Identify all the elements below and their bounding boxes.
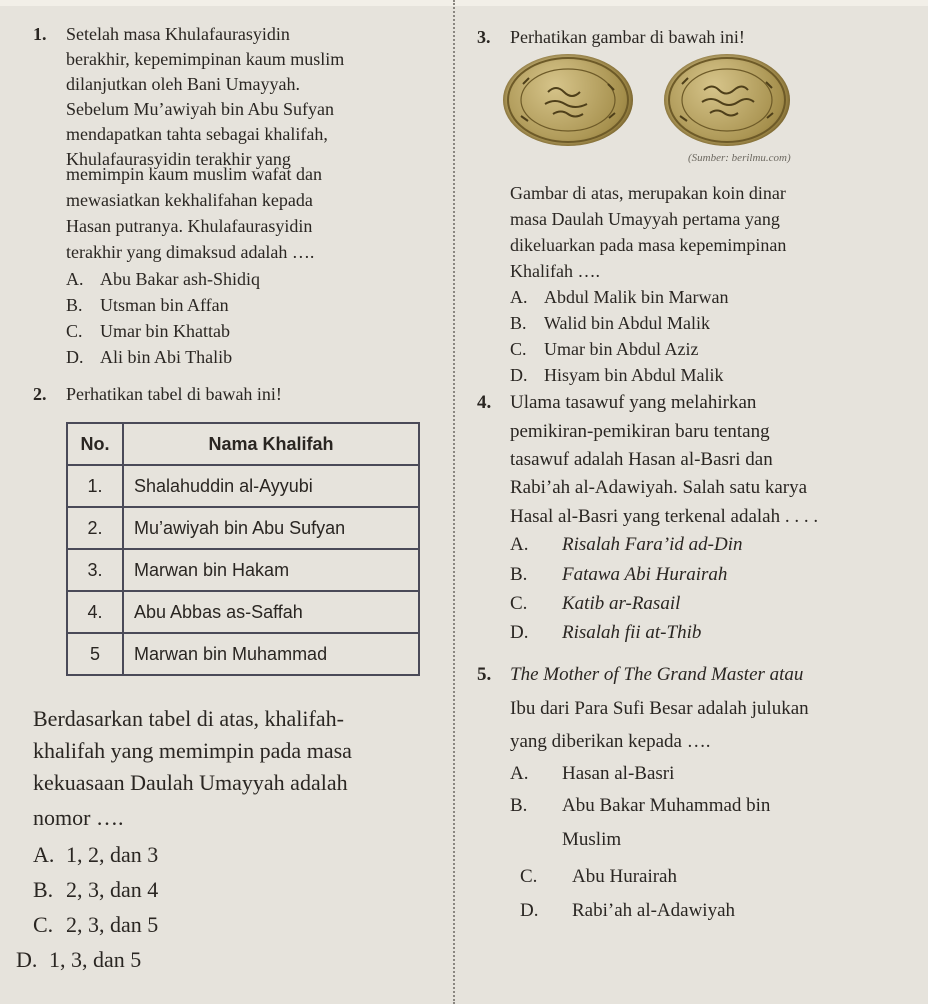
option-text: 2, 3, dan 5 [66, 912, 159, 937]
option-letter: D. [66, 347, 84, 367]
option-text-continued: Muslim [562, 829, 622, 850]
option-letter: D. [510, 365, 528, 385]
option-text: Hisyam bin Abdul Malik [544, 365, 724, 385]
option-text: Fatawa Abi Hurairah [562, 564, 728, 585]
table-cell-name: Marwan bin Muhammad [123, 633, 419, 675]
question-number: 2. [33, 384, 47, 404]
table-row [67, 591, 419, 633]
question-line-text: Setelah masa Khulafaurasyidin [66, 24, 290, 44]
table-header-row [67, 423, 419, 465]
question-line: pemikiran-pemikiran baru tentang [510, 421, 770, 442]
table-row [67, 549, 419, 591]
khalifah-table [66, 422, 420, 676]
option-letter: B. [510, 795, 528, 816]
image-caption: (Sumber: berilmu.com) [688, 152, 791, 164]
question-line: tasawuf adalah Hasan al-Basri dan [510, 449, 773, 470]
option-text: Umar bin Khattab [100, 321, 230, 341]
option-letter: B. [33, 877, 54, 902]
table-row [67, 633, 419, 675]
question-line: nomor …. [33, 805, 124, 830]
option-letter: C. [510, 339, 527, 359]
option-letter: C. [520, 866, 538, 887]
question-line: masa Daulah Umayyah pertama yang [510, 209, 780, 229]
option-letter: B. [510, 564, 528, 585]
option-letter: B. [66, 295, 83, 315]
option-letter: C. [510, 593, 528, 614]
option-text: Umar bin Abdul Aziz [544, 339, 699, 359]
question-line: Ibu dari Para Sufi Besar adalah julukan [510, 698, 809, 719]
table-cell-name: Shalahuddin al-Ayyubi [123, 465, 419, 507]
page-top-edge [0, 0, 928, 6]
question-line: Hasan putranya. Khulafaurasyidin [66, 216, 313, 236]
option-text: Hasan al-Basri [562, 763, 675, 784]
question-number: 5. [477, 664, 492, 685]
table-cell-no: 4. [67, 591, 123, 633]
table-cell-name: Marwan bin Hakam [123, 549, 419, 591]
option-letter: B. [510, 313, 527, 333]
table-row [67, 507, 419, 549]
question-line: Sebelum Mu’awiyah bin Abu Sufyan [66, 99, 334, 119]
option-letter: D. [16, 947, 38, 972]
question-prompt: Perhatikan gambar di bawah ini! [510, 27, 745, 47]
option-letter: A. [510, 287, 528, 307]
question-line: kekuasaan Daulah Umayyah adalah [33, 770, 348, 795]
option-letter: A. [510, 534, 529, 555]
option-letter: C. [33, 912, 54, 937]
option-text: Utsman bin Affan [100, 295, 229, 315]
option-letter: C. [66, 321, 83, 341]
question-line: dikeluarkan pada masa kepemimpinan [510, 235, 787, 255]
table-cell-no: 1. [67, 465, 123, 507]
table-cell-name: Mu’awiyah bin Abu Sufyan [123, 507, 419, 549]
question-line: Khulafaurasyidin terakhir yang [66, 149, 291, 169]
question-line: Hasal al-Basri yang terkenal adalah . . . . [510, 506, 819, 527]
question-prompt: Perhatikan tabel di bawah ini! [66, 384, 282, 404]
question-line: Berdasarkan tabel di atas, khalifah- [33, 706, 344, 731]
option-text: 2, 3, dan 4 [66, 877, 159, 902]
question-line: mendapatkan tahta sebagai khalifah, [66, 124, 328, 144]
question-line: dilanjutkan oleh Bani Umayyah. [66, 74, 300, 94]
option-text: Rabi’ah al-Adawiyah [572, 900, 736, 921]
dinar-coin-obverse-icon [503, 54, 633, 146]
option-text: Abu Bakar ash-Shidiq [100, 269, 260, 289]
question-line: khalifah yang memimpin pada masa [33, 738, 352, 763]
option-text: Walid bin Abdul Malik [544, 313, 711, 333]
option-text: Abu Hurairah [572, 866, 677, 887]
question-line: memimpin kaum muslim wafat dan [66, 164, 322, 184]
option-text: 1, 2, dan 3 [66, 842, 159, 867]
question-line: Gambar di atas, merupakan koin dinar [510, 183, 786, 203]
option-text: Katib ar-Rasail [562, 593, 681, 614]
question-line: Ulama tasawuf yang melahirkan [510, 392, 757, 413]
table-cell-no: 3. [67, 549, 123, 591]
question-line: Rabi’ah al-Adawiyah. Salah satu karya [510, 477, 808, 498]
table-cell-no: 2. [67, 507, 123, 549]
option-text: Abdul Malik bin Marwan [544, 287, 729, 307]
table-header-cell: Nama Khalifah [123, 423, 419, 465]
dinar-coin-reverse-icon [664, 54, 790, 146]
question-number: 1. [33, 24, 47, 44]
option-letter: A. [33, 842, 55, 867]
table-row [67, 465, 419, 507]
option-letter: D. [510, 622, 529, 643]
question-line: The Mother of The Grand Master atau [510, 664, 804, 685]
option-letter: A. [66, 269, 84, 289]
table-cell-name: Abu Abbas as-Saffah [123, 591, 419, 633]
option-letter: D. [520, 900, 539, 921]
option-text: Abu Bakar Muhammad bin [562, 795, 771, 816]
option-text: Risalah Fara’id ad-Din [562, 534, 743, 555]
question-number: 4. [477, 392, 492, 413]
table-header-cell: No. [67, 423, 123, 465]
question-line: Khalifah …. [510, 261, 600, 281]
question-line: berakhir, kepemimpinan kaum muslim [66, 49, 345, 69]
question-line: yang diberikan kepada …. [510, 731, 711, 752]
question-line: mewasiatkan kekhalifahan kepada [66, 190, 313, 210]
option-text: Ali bin Abi Thalib [100, 347, 233, 367]
option-text: 1, 3, dan 5 [49, 947, 142, 972]
question-line: terakhir yang dimaksud adalah …. [66, 242, 315, 262]
column-divider [453, 0, 455, 1004]
question-number: 3. [477, 27, 491, 47]
question-line [66, 21, 290, 47]
option-text: Risalah fii at-Thib [562, 622, 702, 643]
option-letter: A. [510, 763, 529, 784]
table-cell-no: 5 [67, 633, 123, 675]
